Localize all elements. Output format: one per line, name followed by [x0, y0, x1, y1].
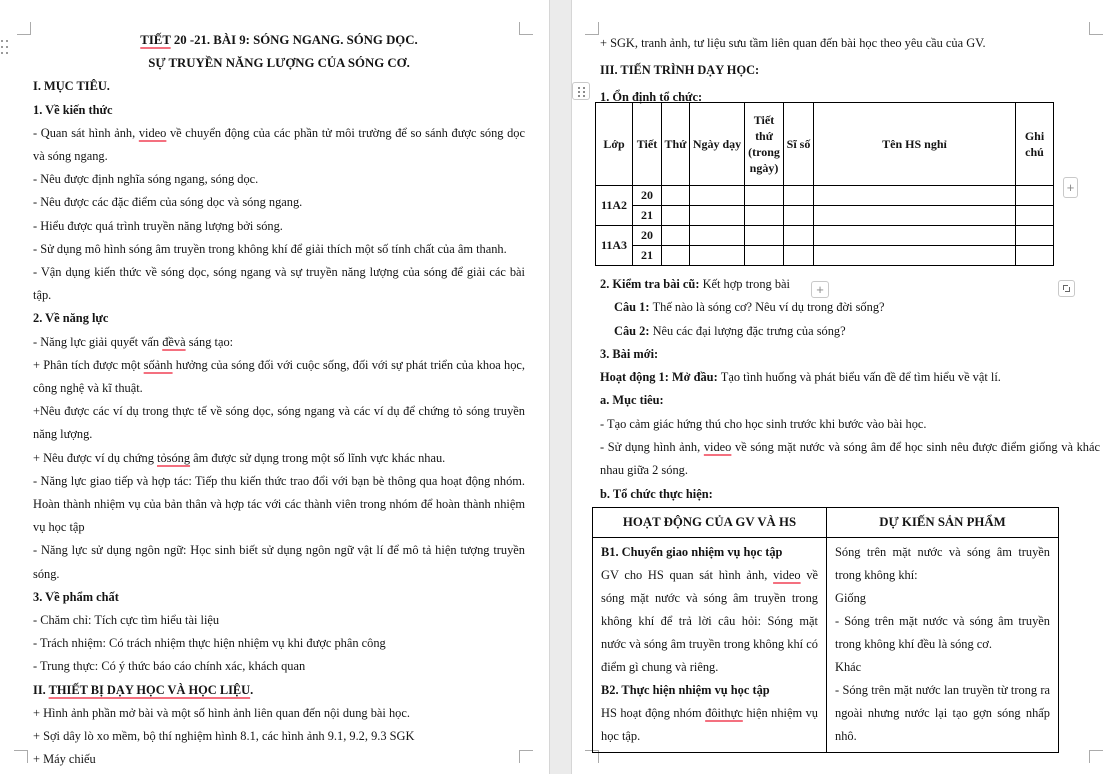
class-name-cell: 11A3 — [596, 226, 633, 266]
subsection-on-dinh: 1. Ổn định tổ chức: — [600, 90, 703, 104]
empty-attendance-cell[interactable] — [1016, 206, 1054, 226]
misspelled-word: video — [703, 440, 732, 455]
empty-attendance-cell[interactable] — [814, 206, 1016, 226]
empty-attendance-cell[interactable] — [745, 246, 784, 266]
paragraph: Câu 2: Nêu các đại lượng đặc trưng của sóng? — [614, 323, 846, 338]
paragraph: +Nêu được các ví dụ trong thực tế về sóng dọc, sóng ngang và các ví dụ để chứng tỏ sóng truyền năng lượng. — [33, 404, 525, 442]
paragraph: Sóng trên mặt nước và sóng âm truyền trong không khí: — [835, 545, 1050, 582]
attendance-col-header: Tiết thứ (trong ngày) — [745, 103, 784, 186]
attendance-col-header: Ghi chú — [1016, 103, 1054, 186]
paragraph: + Nêu được ví dụ chứng tỏsóng âm được sử dụng trong một số lĩnh vực khác nhau. — [33, 450, 446, 465]
attendance-col-header: Ngày dạy — [690, 103, 745, 186]
paragraph: GV cho HS quan sát hình ảnh, video về sóng mặt nước và sóng âm truyền trong không khí để trả lời câu hỏi: Sóng mặt nước và sóng âm truyền trong không khí có điểm gì chung và riêng. — [601, 568, 819, 674]
misspelled-word: tỏsóng — [157, 450, 191, 465]
empty-attendance-cell[interactable] — [690, 226, 745, 246]
paragraph: - Sóng trên mặt nước lan truyền từ trong ra ngoài nhưng nước lại tạo gợn sóng nhấp nhô. — [835, 683, 1050, 743]
period-number-cell: 20 — [633, 226, 662, 246]
misspelled-word: video — [773, 568, 801, 582]
attendance-col-header: Tiết — [633, 103, 662, 186]
activity-cell-san-pham[interactable] — [827, 538, 1059, 753]
subsection-to-chuc-b: b. Tổ chức thực hiện: — [600, 486, 713, 501]
paragraph-drag-handle-icon[interactable] — [0, 38, 9, 56]
paragraph: - Chăm chỉ: Tích cực tìm hiểu tài liệu — [33, 613, 220, 628]
paragraph: + Máy chiếu — [33, 752, 96, 767]
paragraph: - Sử dụng mô hình sóng âm truyền trong không khí để giải thích một số tính chất của âm thanh. — [33, 241, 507, 256]
empty-attendance-cell[interactable] — [784, 186, 814, 206]
paragraph: - Sóng trên mặt nước và sóng âm truyền trong không khí đều là sóng cơ. — [835, 614, 1050, 651]
subsection-bai-moi: 3. Bài mới: — [600, 346, 659, 361]
attendance-table-wrap — [595, 102, 1054, 266]
activity-table-header-san-pham: DỰ KIẾN SẢN PHẨM — [827, 508, 1059, 538]
table-move-handle-icon[interactable] — [572, 82, 590, 100]
empty-attendance-cell[interactable] — [1016, 186, 1054, 206]
period-number-cell: 20 — [633, 186, 662, 206]
misspelled-word: sốảnh — [143, 357, 173, 372]
page2-middle-text — [600, 273, 1100, 506]
subsection-nang-luc: 2. Về năng lực — [33, 311, 109, 326]
paragraph: - Trung thực: Có ý thức báo cáo chính xác, khách quan — [33, 659, 306, 674]
empty-attendance-cell[interactable] — [814, 246, 1016, 266]
page1-text-flow — [33, 29, 525, 772]
paragraph: Khác — [835, 660, 862, 674]
section-heading-thiet-bi: II. THIẾT BỊ DẠY HỌC VÀ HỌC LIỆU. — [33, 682, 254, 697]
page1-margin-mark-bottom-left — [14, 750, 28, 763]
add-row-button[interactable]: + — [1063, 177, 1078, 198]
empty-attendance-cell[interactable] — [662, 206, 690, 226]
paragraph: - Năng lực giải quyết vấn đềvà sáng tạo: — [33, 334, 234, 349]
activity-table-header-gv-hs: HOẠT ĐỘNG CỦA GV VÀ HS — [593, 508, 827, 538]
paragraph: Câu 1: Thế nào là sóng cơ? Nêu ví dụ trong đời sống? — [614, 300, 885, 315]
paragraph: 2. Kiểm tra bài cũ: Kết hợp trong bài — [600, 277, 790, 291]
section-heading-muc-tieu: I. MỤC TIÊU. — [33, 79, 110, 94]
empty-attendance-cell[interactable] — [690, 186, 745, 206]
empty-attendance-cell[interactable] — [662, 226, 690, 246]
paragraph: - Sử dụng hình ảnh, video về sóng mặt nước và sóng âm để học sinh nêu được điểm giống và khác nhau giữa 2 sóng. — [600, 440, 1100, 478]
paragraph: - Tạo cảm giác hứng thú cho học sinh trước khi bước vào bài học. — [600, 416, 927, 431]
subsection-kien-thuc: 1. Về kiến thức — [33, 102, 113, 117]
attendance-col-header: Lớp — [596, 103, 633, 186]
table-resize-icon[interactable] — [1058, 280, 1075, 297]
empty-attendance-cell[interactable] — [662, 246, 690, 266]
empty-attendance-cell[interactable] — [1016, 246, 1054, 266]
paragraph: - Trách nhiệm: Có trách nhiệm thực hiện nhiệm vụ khi được phân công — [33, 636, 386, 651]
period-number-cell: 21 — [633, 206, 662, 226]
page1-margin-mark-top-left — [17, 22, 31, 35]
page2-margin-mark-bottom-right — [1089, 750, 1103, 763]
misspelled-word: video — [138, 125, 167, 140]
resize-corner-mark — [1065, 287, 1070, 292]
paragraph: + SGK, tranh ảnh, tư liệu sưu tầm liên quan đến bài học theo yêu cầu của GV. — [600, 36, 986, 50]
paragraph: HS hoạt động nhóm đôithực hiện nhiệm vụ học tập. — [601, 706, 818, 743]
empty-attendance-cell[interactable] — [662, 186, 690, 206]
misspelled-word: TIẾT — [140, 33, 171, 47]
period-number-cell: 21 — [633, 246, 662, 266]
class-name-cell: 11A2 — [596, 186, 633, 226]
empty-attendance-cell[interactable] — [745, 226, 784, 246]
step-b1-heading: B1. Chuyển giao nhiệm vụ học tập — [601, 545, 783, 559]
empty-attendance-cell[interactable] — [784, 246, 814, 266]
subsection-pham-chat: 3. Về phẩm chất — [33, 589, 119, 604]
paragraph: + Hình ảnh phần mở bài và một số hình ảnh liên quan đến nội dung bài học. — [33, 705, 410, 720]
empty-attendance-cell[interactable] — [690, 246, 745, 266]
paragraph: - Nêu được định nghĩa sóng ngang, sóng dọc. — [33, 172, 259, 187]
attendance-col-header: Tên HS nghỉ — [814, 103, 1016, 186]
misspelled-word: đềvà — [162, 334, 186, 349]
attendance-col-header: Thứ — [662, 103, 690, 186]
paragraph: - Vận dụng kiến thức về sóng dọc, sóng ngang và sự truyền năng lượng của sóng để giải các bài tập. — [33, 265, 525, 303]
empty-attendance-cell[interactable] — [745, 206, 784, 226]
paragraph: - Hiểu được quá trình truyền năng lượng bởi sóng. — [33, 218, 283, 233]
activity-table — [592, 507, 1059, 753]
add-column-button[interactable]: + — [811, 281, 829, 298]
section-heading-tien-trinh: III. TIẾN TRÌNH DẠY HỌC: — [600, 63, 760, 77]
subsection-muc-tieu-a: a. Mục tiêu: — [600, 393, 664, 408]
doc-title-line-1: TIẾT 20 -21. BÀI 9: SÓNG NGANG. SÓNG DỌC. — [140, 33, 418, 47]
misspelled-word: THIẾT BỊ DẠY HỌC VÀ HỌC LIỆU — [48, 682, 251, 697]
paragraph: - Năng lực giao tiếp và hợp tác: Tiếp thu kiến thức trao đổi với bạn bè thông qua hoạt động nhóm. Hoàn thành nhiệm vụ của bản thân và hợp tác với các thành viên trong nhóm để hoàn thành nhiệm vụ học tập — [33, 473, 525, 535]
empty-attendance-cell[interactable] — [690, 206, 745, 226]
page2-margin-mark-top-left — [585, 22, 599, 35]
empty-attendance-cell[interactable] — [814, 226, 1016, 246]
activity-cell-gv-hs[interactable] — [593, 538, 827, 753]
empty-attendance-cell[interactable] — [784, 206, 814, 226]
paragraph: + Phân tích được một sốảnh hưởng của sóng đối với cuộc sống, đối với sự phát triển của khoa học, công nghệ và kĩ thuật. — [33, 357, 525, 396]
paragraph: - Nêu được các đặc điểm của sóng dọc và sóng ngang. — [33, 195, 303, 210]
paragraph: - Quan sát hình ảnh, video về chuyển động của các phần tử môi trường để so sánh được sóng dọc và sóng ngang. — [33, 125, 525, 164]
activity-table-wrap — [592, 507, 1059, 753]
empty-attendance-cell[interactable] — [814, 186, 1016, 206]
page-gap — [549, 0, 572, 774]
doc-title-line-2: SỰ TRUYỀN NĂNG LƯỢNG CỦA SÓNG CƠ. — [148, 56, 410, 71]
paragraph: Giống — [835, 591, 866, 605]
empty-attendance-cell[interactable] — [784, 226, 814, 246]
paragraph: - Năng lực sử dụng ngôn ngữ: Học sinh biết sử dụng ngôn ngữ vật lí để mô tả hiện tượng truyền sóng. — [33, 543, 525, 581]
paragraph: + Sợi dây lò xo mềm, bộ thí nghiệm hình 8.1, các hình ảnh 9.1, 9.2, 9.3 SGK — [33, 729, 415, 744]
attendance-col-header: Sĩ số — [784, 103, 814, 186]
empty-attendance-cell[interactable] — [1016, 226, 1054, 246]
misspelled-word: đôithực — [705, 706, 743, 720]
empty-attendance-cell[interactable] — [745, 186, 784, 206]
page2-top-text — [600, 30, 1100, 111]
attendance-table — [595, 102, 1054, 266]
paragraph: Hoạt động 1: Mở đầu: Tạo tình huống và phát biểu vấn đề để tìm hiểu về vật lí. — [600, 370, 1001, 385]
step-b2-heading: B2. Thực hiện nhiệm vụ học tập — [601, 683, 770, 697]
